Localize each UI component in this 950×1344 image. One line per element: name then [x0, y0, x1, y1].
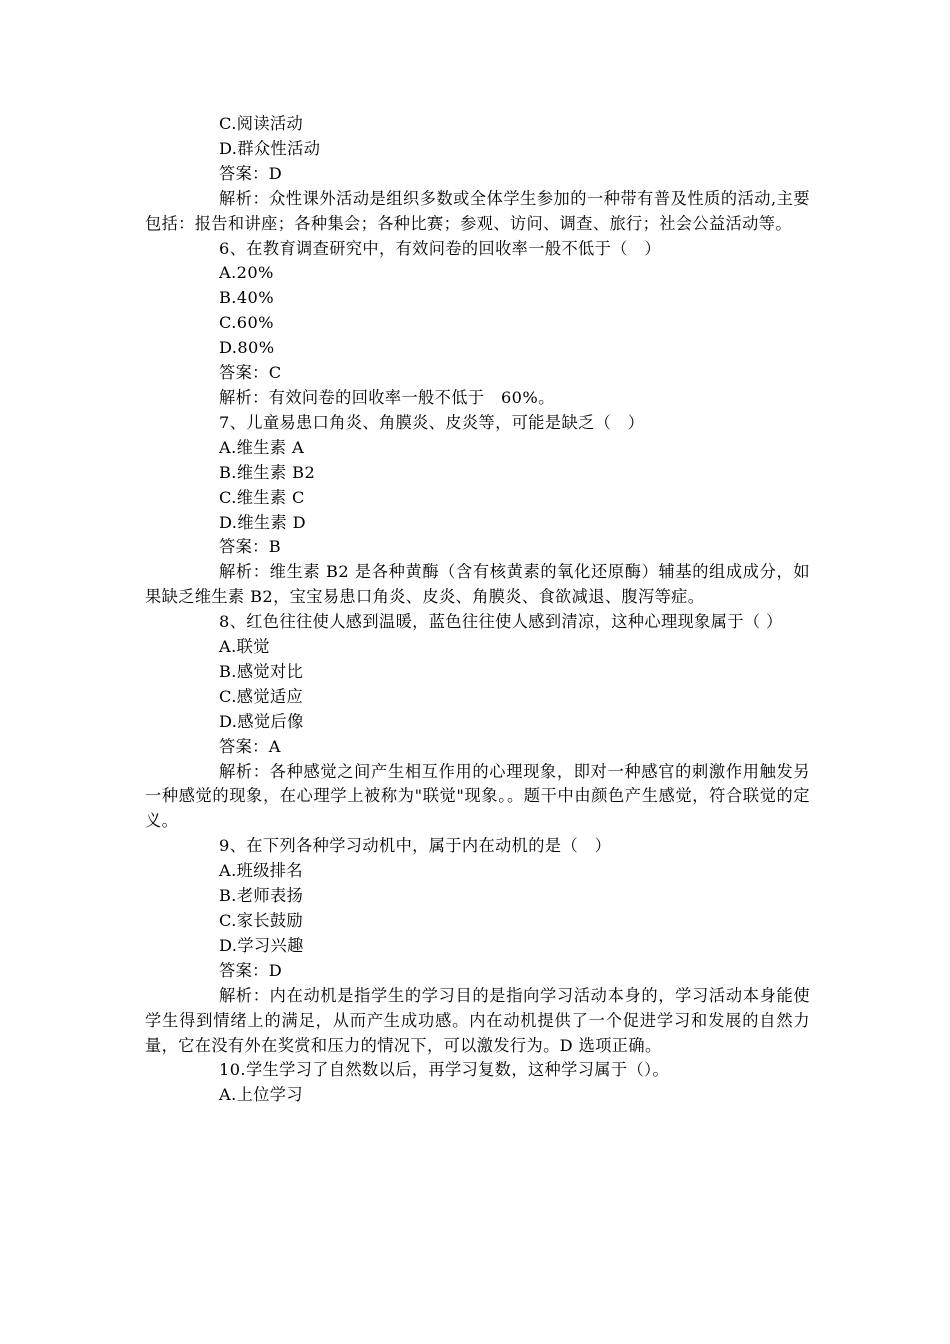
q7-stem: 7、儿童易患口角炎、角膜炎、皮炎等，可能是缺乏（ ）	[219, 412, 645, 432]
q8-option-a: A.联觉	[219, 637, 270, 657]
q8-analysis: 解析：各种感觉之间产生相互作用的心理现象，即对一种感官的刺激作用触发另一种感觉的现象，在心理学上被称为"联觉"现象。。题干中由颜色产生感觉，符合联觉的定义。	[145, 761, 810, 831]
q6-option-c: C.60%	[219, 313, 274, 333]
q6-analysis: 解析：有效问卷的回收率一般不低于 60%。	[219, 387, 555, 407]
q7-answer: 答案：B	[219, 537, 282, 557]
q6-option-d: D.80%	[219, 338, 275, 358]
q9-answer: 答案：D	[219, 960, 283, 980]
q6-option-a: A.20%	[219, 263, 274, 283]
q8-option-b: B.感觉对比	[219, 661, 304, 681]
q7-analysis: 解析：维生素 B2 是各种黄酶（含有核黄素的氧化还原酶）辅基的组成成分，如果缺乏维生素 B2，宝宝易患口角炎、皮炎、角膜炎、食欲减退、腹泻等症。	[145, 562, 810, 607]
q9-option-a: A.班级排名	[219, 861, 303, 881]
q8-stem: 8、红色往往使人感到温暖，蓝色往往使人感到清凉，这种心理现象属于（ ）	[219, 612, 783, 632]
q10-stem: 10.学生学习了自然数以后，再学习复数，这种学习属于（）。	[219, 1060, 670, 1080]
q8-option-c: C.感觉适应	[219, 686, 304, 706]
q8-option-d: D.感觉后像	[219, 711, 304, 731]
q9-option-b: B.老师表扬	[219, 886, 304, 906]
q6-answer: 答案：C	[219, 363, 282, 383]
q10-option-a: A.上位学习	[219, 1085, 303, 1105]
q8-answer: 答案：A	[219, 736, 281, 756]
q9-stem: 9、在下列各种学习动机中，属于内在动机的是（ ）	[219, 836, 612, 856]
q5-option-c: C.阅读活动	[219, 114, 304, 133]
q5-analysis: 解析：众性课外活动是组织多数或全体学生参加的一种带有普及性质的活动,主要包括：报告和讲座；各种集会；各种比赛；参观、访问、调查、旅行；社会公益活动等。	[145, 188, 810, 233]
q5-option-d: D.群众性活动	[219, 138, 321, 158]
document-page	[145, 112, 810, 1108]
q6-stem: 6、在教育调查研究中，有效问卷的回收率一般不低于（ ）	[219, 238, 661, 258]
q9-option-c: C.家长鼓励	[219, 911, 304, 930]
q9-analysis: 解析：内在动机是指学生的学习目的是指向学习活动本身的，学习活动本身能使学生得到情绪上的满足，从而产生成功感。内在动机提供了一个促进学习和发展的自然力量，它在没有外在奖赏和压力的情况下，可以激发行为。D 选项正确。	[145, 985, 810, 1055]
q5-answer: 答案：D	[219, 163, 283, 183]
q7-option-b: B.维生素 B2	[219, 462, 316, 482]
q7-option-c: C.维生素 C	[219, 487, 305, 507]
q6-option-b: B.40%	[219, 288, 275, 308]
q7-option-a: A.维生素 A	[219, 437, 305, 457]
q9-option-d: D.学习兴趣	[219, 935, 304, 955]
q7-option-d: D.维生素 D	[219, 512, 307, 532]
